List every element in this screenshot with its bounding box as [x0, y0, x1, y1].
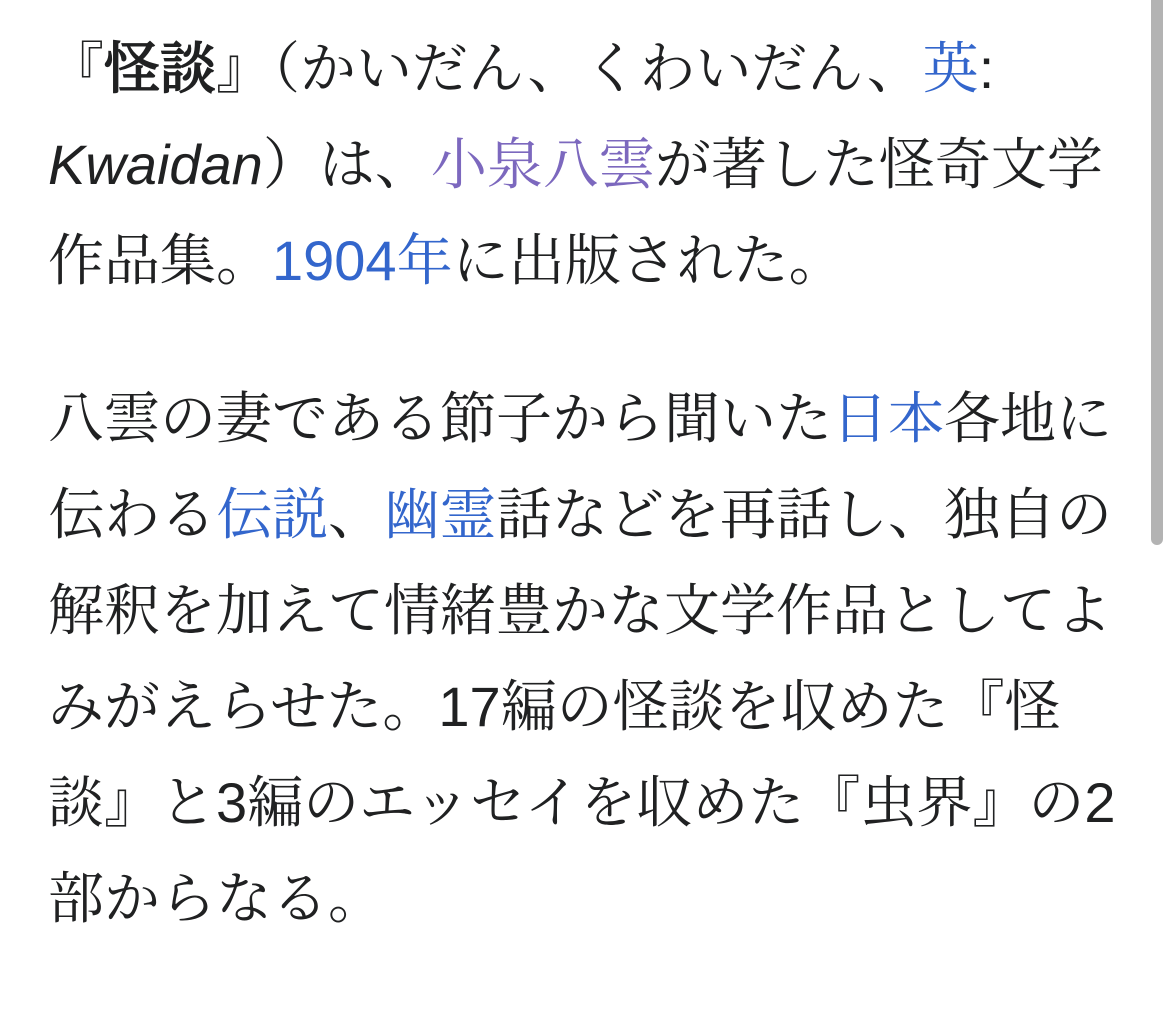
article-paragraphs — [48, 21, 1125, 947]
text-line — [48, 659, 1125, 755]
koizumi-yakumo-link[interactable]: 小泉八雲 — [430, 133, 655, 196]
text-segment: 部からなる。 — [48, 867, 384, 930]
year-1904-link[interactable]: 1904年 — [272, 229, 453, 292]
text-segment: 話などを再話し、独自の — [496, 483, 1112, 546]
colon: : — [978, 37, 995, 100]
article-title: 怪談 — [104, 37, 216, 100]
text-segment: ）は、 — [262, 133, 431, 196]
text-segment: 伝わる — [48, 483, 216, 546]
text-line — [48, 213, 1125, 309]
japan-link[interactable]: 日本 — [832, 387, 944, 450]
text-segment: 八雲の妻である節子から聞いた — [48, 387, 832, 450]
text-segment: 解釈を加えて情緒豊かな文学作品としてよ — [48, 579, 1112, 642]
text-segment: 談』と3編のエッセイを収めた『虫界』の2 — [48, 771, 1116, 834]
english-language-link[interactable]: 英 — [922, 37, 979, 100]
title-open-bracket: 『 — [48, 37, 104, 100]
text-line — [48, 467, 1125, 563]
text-line — [48, 21, 1125, 117]
text-segment: 各地に — [944, 387, 1112, 450]
text-line — [48, 755, 1125, 851]
text-line — [48, 117, 1125, 213]
paragraph — [48, 21, 1125, 309]
paragraph — [48, 371, 1125, 947]
text-segment: みがえらせた。17編の怪談を収めた『怪 — [48, 675, 1061, 738]
text-line — [48, 563, 1125, 659]
ghost-link[interactable]: 幽霊 — [384, 483, 496, 546]
text-segment: 作品集。 — [48, 229, 272, 292]
scrollbar-thumb[interactable] — [1151, 0, 1163, 545]
text-line — [48, 851, 1125, 947]
text-segment: 、 — [328, 483, 384, 546]
text-segment: に出版された。 — [452, 229, 845, 292]
romanized-title: Kwaidan — [48, 133, 263, 196]
title-reading: 』（かいだん、くわいだん、 — [216, 37, 923, 100]
text-segment: が著した怪奇文学 — [654, 133, 1103, 196]
text-line — [48, 371, 1125, 467]
legend-link[interactable]: 伝説 — [216, 483, 328, 546]
